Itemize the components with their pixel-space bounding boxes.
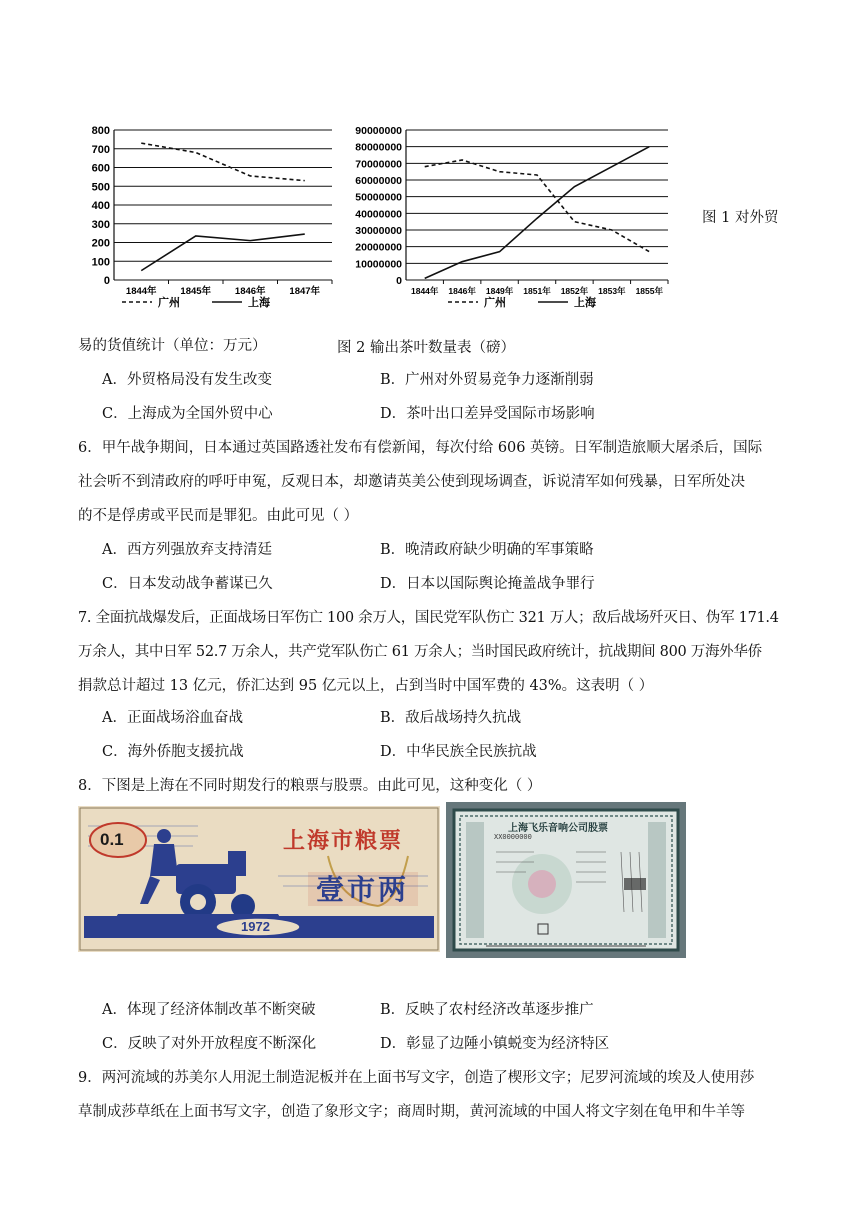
x-tick-label: 1844年: [411, 286, 439, 296]
stock-certificate-image: [446, 802, 686, 958]
x-tick-label: 1847年: [289, 286, 321, 297]
series-line-上海: [141, 234, 305, 271]
q7-option-a: A．正面战场浴血奋战: [102, 710, 243, 726]
grain-ticket-image: [78, 806, 440, 952]
x-tick-label: 1849年: [485, 286, 514, 296]
figure2-caption: 图 2 输出茶叶数量表（磅）: [337, 340, 515, 356]
q8-option-c: C．反映了对外开放程度不断深化: [102, 1036, 317, 1052]
stock-serial: XX0000000: [494, 834, 532, 842]
y-tick-label: 60000000: [355, 175, 402, 187]
y-tick-label: 300: [91, 218, 110, 231]
x-tick-label: 1844年: [125, 286, 157, 297]
legend-label: 广州: [484, 297, 506, 309]
legend-label: 广州: [158, 297, 180, 309]
y-tick-label: 30000000: [355, 225, 402, 237]
y-tick-label: 40000000: [355, 208, 402, 221]
y-tick-label: 10000000: [355, 258, 402, 271]
q6-stem-line1: 6．甲午战争期间，日本通过英国路透社发布有偿新闻，每次付给 606 英镑。日军制造旅顺大屠杀后，国际: [78, 440, 763, 456]
y-tick-label: 20000000: [355, 241, 402, 254]
y-tick-label: 600: [91, 162, 110, 175]
chart-trade-value: [78, 118, 340, 318]
y-tick-label: 800: [91, 125, 110, 137]
q9-stem-line2: 草制成莎草纸在上面书写文字，创造了象形文字；商周时期，黄河流域的中国人将文字刻在龟甲和牛羊等: [78, 1104, 745, 1120]
y-tick-label: 90000000: [355, 125, 402, 137]
y-tick-label: 70000000: [355, 158, 402, 171]
y-tick-label: 500: [91, 181, 110, 194]
x-tick-label: 1851年: [523, 286, 551, 296]
x-tick-label: 1853年: [598, 286, 626, 296]
x-tick-label: 1846年: [448, 286, 476, 296]
q7-option-b: B．敌后战场持久抗战: [380, 710, 522, 726]
chart-tea-export: [342, 118, 672, 318]
y-tick-label: 100: [91, 256, 110, 269]
y-tick-label: 200: [91, 237, 110, 250]
q5-option-c: C．上海成为全国外贸中心: [102, 406, 273, 422]
q6-option-a: A．西方列强放弃支持清廷: [102, 542, 272, 558]
q9-stem-line1: 9．两河流域的苏美尔人用泥土制造泥板并在上面书写文字，创造了楔形文字；尼罗河流域的埃及人使用莎: [78, 1070, 755, 1086]
series-line-上海: [425, 147, 650, 279]
q5-option-a: A．外贸格局没有发生改变: [102, 372, 272, 388]
y-tick-label: 0: [396, 275, 402, 287]
y-tick-label: 50000000: [355, 191, 402, 204]
ticket-amount: 壹市两: [316, 873, 410, 906]
q7-stem-line3: 捐款总计超过 13 亿元，侨汇达到 95 亿元以上，占到当时中国军费的 43%。这表明（ ）: [78, 678, 654, 694]
ticket-year: 1972: [241, 919, 270, 934]
q7-option-d: D．中华民族全民族抗战: [380, 744, 537, 760]
x-tick-label: 1845年: [180, 286, 212, 297]
legend-label: 上海: [248, 297, 270, 309]
q6-option-b: B．晚清政府缺少明确的军事策略: [380, 542, 594, 558]
y-tick-label: 0: [103, 275, 110, 287]
ticket-denomination: 0.1: [100, 830, 124, 849]
legend-label: 上海: [574, 297, 596, 309]
ticket-title: 上海市粮票: [283, 828, 404, 854]
x-tick-label: 1855年: [635, 286, 663, 296]
series-line-广州: [425, 160, 650, 252]
x-tick-label: 1846年: [234, 286, 266, 297]
q5-option-d: D．茶叶出口差异受国际市场影响: [380, 406, 595, 422]
q8-option-b: B．反映了农村经济改革逐步推广: [380, 1002, 594, 1018]
q8-stem-line1: 8．下图是上海在不同时期发行的粮票与股票。由此可见，这种变化（ ）: [78, 778, 542, 794]
q7-stem-line2: 万余人，其中日军 52.7 万余人，共产党军队伤亡 61 万余人；当时国民政府统计，抗战期间 800 万海外华侨: [78, 644, 762, 660]
y-tick-label: 400: [91, 200, 110, 212]
figure1-caption: 图 1 对外贸: [702, 210, 779, 226]
q5-option-b: B．广州对外贸易竞争力逐渐削弱: [380, 372, 594, 388]
q7-option-c: C．海外侨胞支援抗战: [102, 744, 244, 760]
q6-stem-line3: 的不是俘虏或平民而是罪犯。由此可见（ ）: [78, 508, 359, 524]
q8-option-d: D．彰显了边陲小镇蜕变为经济特区: [380, 1036, 610, 1052]
stock-title: 上海飞乐音响公司股票: [508, 823, 608, 834]
figure1-caption-continued: 易的货值统计（单位：万元）: [78, 338, 267, 354]
q8-option-a: A．体现了经济体制改革不断突破: [102, 1002, 316, 1018]
y-tick-label: 700: [91, 143, 110, 156]
y-tick-label: 80000000: [355, 141, 402, 154]
q7-stem-line1: 7. 全面抗战爆发后，正面战场日军伤亡 100 余万人，国民党军队伤亡 321 万人；敌后战场歼灭日、伪军 171.4: [78, 610, 779, 626]
q6-option-c: C．日本发动战争蓄谋已久: [102, 576, 273, 592]
q6-stem-line2: 社会听不到清政府的呼吁申冤，反观日本，却邀请英美公使到现场调查，诉说清军如何残暴，日军所处决: [78, 474, 745, 490]
x-tick-label: 1852年: [560, 286, 589, 296]
q6-option-d: D．日本以国际舆论掩盖战争罪行: [380, 576, 595, 592]
